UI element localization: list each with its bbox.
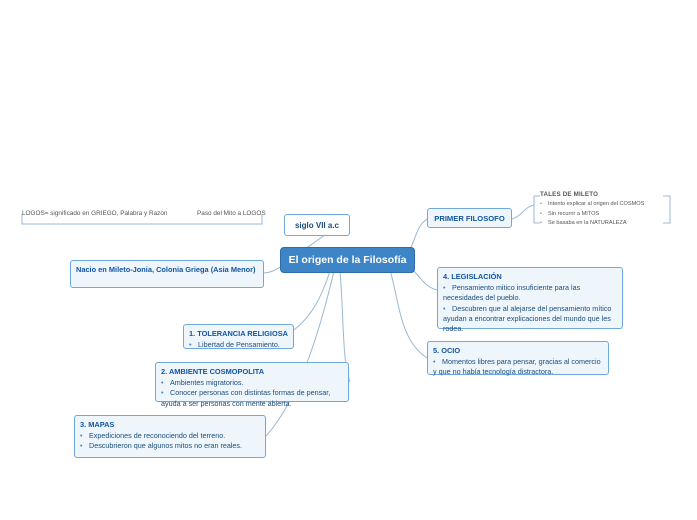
branch-2-title: 2. AMBIENTE COSMOPOLITA bbox=[161, 367, 265, 376]
central-topic-label: El origen de la Filosofía bbox=[288, 254, 407, 266]
primer-filosofo-label: PRIMER FILOSOFO bbox=[434, 213, 505, 223]
tales-item: • Se basaba en la NATURALEZA bbox=[540, 220, 627, 226]
tales-de-mileto-cluster bbox=[540, 191, 670, 229]
primer-filosofo-node[interactable] bbox=[427, 208, 512, 228]
node-ambiente-cosmopolita[interactable] bbox=[155, 362, 349, 408]
branch-3-title: 3. MAPAS bbox=[80, 420, 115, 429]
logos-note bbox=[22, 210, 266, 219]
node-legislacion[interactable] bbox=[437, 267, 623, 334]
branch-4-title: 4. LEGISLACIÓN bbox=[443, 272, 502, 281]
node-mapas[interactable] bbox=[74, 415, 266, 458]
node-nacio-mileto[interactable] bbox=[70, 260, 264, 288]
branch-3-item: • Expediciones de reconociendo del terreno. bbox=[80, 430, 226, 440]
branch-4-item: • Descubren que al alejarse del pensamiento mítico ayudan a encontrar explicaciones del mundo que les rodea. bbox=[443, 303, 612, 334]
branch-2-item: • Conocer personas con distintas formas de pensar, ayuda a ser personas con mente abierta. bbox=[161, 388, 331, 408]
logos-note-line2: Paso del Mito a LOGOS bbox=[197, 210, 266, 217]
branch-2-item: • Ambientes migratorios. bbox=[161, 377, 244, 387]
node-ocio[interactable] bbox=[427, 341, 609, 375]
branch-3-item: • Descubrieron que algunos mitos no eran reales. bbox=[80, 441, 243, 451]
branch-5-item: • Momentos libres para pensar, gracias al comercio y que no había tecnología distractora. bbox=[433, 356, 601, 377]
central-topic[interactable] bbox=[280, 247, 415, 273]
node-nacio-mileto-label: Nacio en Mileto-Jonia, Colonia Griega (Asia Menor) bbox=[76, 265, 256, 274]
tales-items bbox=[540, 200, 670, 229]
branch-5-title: 5. OCIO bbox=[433, 346, 461, 355]
tales-item: • Sin recurrir a MITOS bbox=[540, 210, 600, 217]
period-label-text: siglo VII a.c bbox=[294, 220, 339, 230]
node-tolerancia-religiosa[interactable] bbox=[183, 324, 294, 349]
tales-item: • Intento explicar al origen del COSMOS bbox=[540, 201, 645, 207]
tales-heading: TALES DE MILETO bbox=[540, 191, 599, 198]
period-label[interactable] bbox=[284, 214, 350, 236]
branch-1-item: • Libertad de Pensamiento. bbox=[189, 339, 280, 349]
logos-note-line1: LOGOS= significado en GRIEGO, Palabra y Razon bbox=[22, 210, 168, 217]
branch-1-title: 1. TOLERANCIA RELIGIOSA bbox=[189, 329, 288, 338]
branch-4-item: • Pensamiento mitico insuficiente para las necesidades del pueblo. bbox=[443, 282, 581, 303]
